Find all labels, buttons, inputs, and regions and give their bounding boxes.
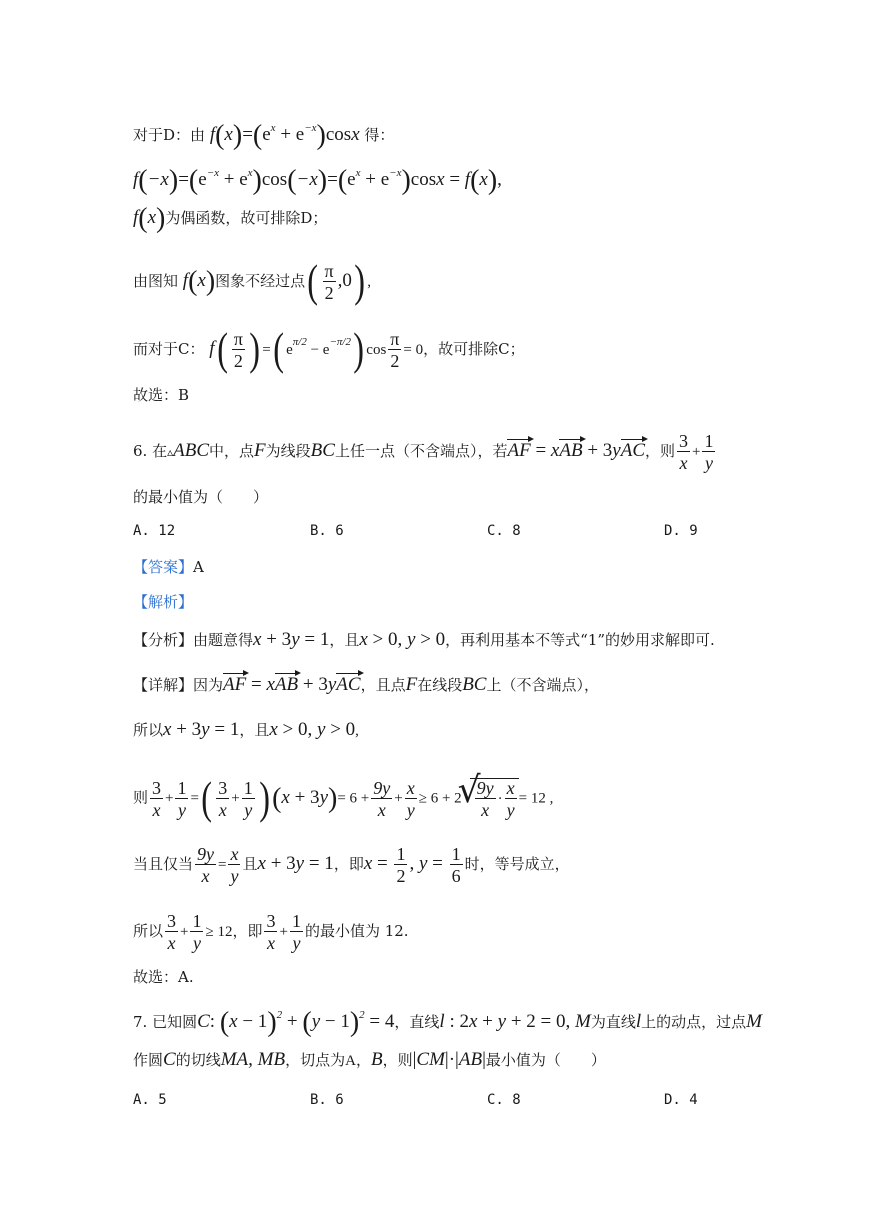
- text: ，切点为: [285, 1051, 346, 1069]
- text: ，且: [329, 631, 360, 649]
- suoyi-line: 所以x + 3y = 1，且x > 0, y > 0,: [133, 719, 359, 740]
- xiangjie-label: 【详解】: [133, 676, 194, 694]
- equality-line: 当且仅当 $\frac{9y}{x}$ = $\frac{x}{y}$ 且x + 3y = 1，即x = $\frac{1}{2}$ , y = $\frac{1}{6}$ 时，等号成立，: [133, 844, 570, 886]
- text: 当且仅当: [133, 855, 194, 873]
- question-6-stem-cont: 的最小值为（ ）: [133, 488, 269, 506]
- q7-option-b[interactable]: B. 6: [310, 1092, 344, 1108]
- text: 上的动点，过点: [641, 1013, 747, 1031]
- question-7-stem-cont: 作圆C的切线MA, MB，切点为A，B，则|CM|·|AB|最小值为（ ）: [133, 1049, 606, 1070]
- q7-option-d[interactable]: D. 4: [664, 1092, 698, 1108]
- text: 上（不含端点），: [486, 676, 599, 694]
- question-7-stem: 7. 已知圆C: $(x - 1)^2 + (y - 1)^2 = 4$，直线l : 2x + y + 2 = 0, M为直线l上的动点，过点M: [133, 1007, 762, 1038]
- text: 由题意得: [193, 631, 254, 649]
- question-number: 7.: [133, 1013, 148, 1031]
- text: 在: [152, 442, 168, 460]
- answer-label: 【答案】: [133, 558, 194, 576]
- text: 所以: [133, 721, 164, 739]
- q6-option-d[interactable]: D. 9: [664, 523, 698, 539]
- text: 的切线: [175, 1051, 221, 1069]
- question-6-stem: 6. 在▵ABC中，点F为线段BC上任一点（不含端点），若AF = xAB + 3yAC，则 $\frac{3}{x}$ + $\frac{1}{y}$: [133, 431, 714, 473]
- text: 作圆: [133, 1051, 164, 1069]
- solution-line-even: f(x)为偶函数，故可排除D；: [133, 203, 328, 234]
- text: 为偶函数，故可排除D；: [165, 209, 328, 227]
- q6-option-b[interactable]: B. 6: [310, 523, 344, 539]
- formula-f-minus-x: $f(-x)=(e^{-x} + e^x)\cos(-x)=(e^x + e^{-x})\cos x = f(x)$,: [133, 165, 502, 196]
- text: 时，等号成立，: [464, 855, 570, 873]
- q7-option-c[interactable]: C. 8: [487, 1092, 521, 1108]
- answer-value: A: [193, 558, 204, 576]
- q6-option-c[interactable]: C. 8: [487, 523, 521, 539]
- text: 且: [242, 855, 258, 873]
- q6-option-a[interactable]: A. 12: [133, 523, 176, 539]
- question-number: 6.: [133, 442, 148, 460]
- choose-a: 故选：A.: [133, 968, 194, 986]
- text: 而对于C：: [133, 340, 205, 358]
- text: 图象不经过点: [215, 272, 306, 290]
- text: 对于D：由: [133, 126, 206, 144]
- formula-fx-def: $f(x)=(e^x + e^{-x})\cos x$: [209, 120, 360, 151]
- fenxi-line: 【分析】由题意得x + 3y = 1，且x > 0, y > 0，再利用基本不等式“1”的妙用求解即可.: [133, 629, 715, 650]
- solution-line-c: 而对于C： f( $\frac{\pi}{2}$ ) =( $e^{\pi/2} - e^{-\pi/2}$) cos $\frac{\pi}{2}$ = 0，故可排除C；: [133, 323, 525, 374]
- text: ，再利用基本不等式“1”的妙用求解即可.: [445, 631, 715, 649]
- inequality-line: 则 $\frac{3}{x}$ + $\frac{1}{y}$ =( $\frac{3}{x}$ + $\frac{1}{y}$ )(x + 3y)= 6 + $\frac{9y}{x}$ + $\frac{x}{y}$ ≥ 6 + 2 √ $\frac{9y}{x}$ · $\frac{x}{y}$ = 12 ,: [133, 778, 553, 819]
- xiangjie-line: 【详解】因为AF = xAB + 3yAC，且点F在线段BC上（不含端点），: [133, 674, 599, 695]
- text: ，: [355, 1051, 371, 1069]
- text: 为线段: [265, 442, 311, 460]
- text: 因为: [193, 676, 224, 694]
- text: ，故可排除C；: [423, 340, 525, 358]
- answer-line: [133, 557, 204, 577]
- text: ，且: [239, 721, 270, 739]
- text: 已知圆: [152, 1013, 198, 1031]
- text: ，即: [232, 922, 263, 940]
- text: 由图知: [133, 272, 179, 290]
- solution-line-d-intro: [133, 118, 395, 151]
- text: 在线段: [417, 676, 463, 694]
- fenxi-label: 【分析】: [133, 631, 194, 649]
- choose-b: 故选：B: [133, 386, 190, 404]
- analysis-label: 【解析】: [133, 593, 194, 611]
- text: ，即: [333, 855, 364, 873]
- text: 则: [133, 788, 149, 807]
- text: 上任一点（不含端点），若: [334, 442, 508, 460]
- text: 的最小值为 12.: [304, 922, 409, 940]
- text: 所以: [133, 922, 164, 940]
- solution-line-graph: 由图知 f(x)图象不经过点( $\frac{\pi}{2}$ ,0) ,: [133, 255, 371, 306]
- text: 为直线: [590, 1013, 636, 1031]
- text: 最小值为（ ）: [485, 1051, 606, 1069]
- conclusion-line: 所以 $\frac{3}{x}$ + $\frac{1}{y}$ ≥ 12，即 $\frac{3}{x}$ + $\frac{1}{y}$ 的最小值为 12.: [133, 911, 409, 953]
- text: ，则: [645, 442, 676, 460]
- text: ，且点: [360, 676, 406, 694]
- text: 中，点: [209, 442, 255, 460]
- text: ，直线: [394, 1013, 440, 1031]
- text: 得：: [364, 126, 395, 144]
- text: ，则: [382, 1051, 413, 1069]
- q7-option-a[interactable]: A. 5: [133, 1092, 167, 1108]
